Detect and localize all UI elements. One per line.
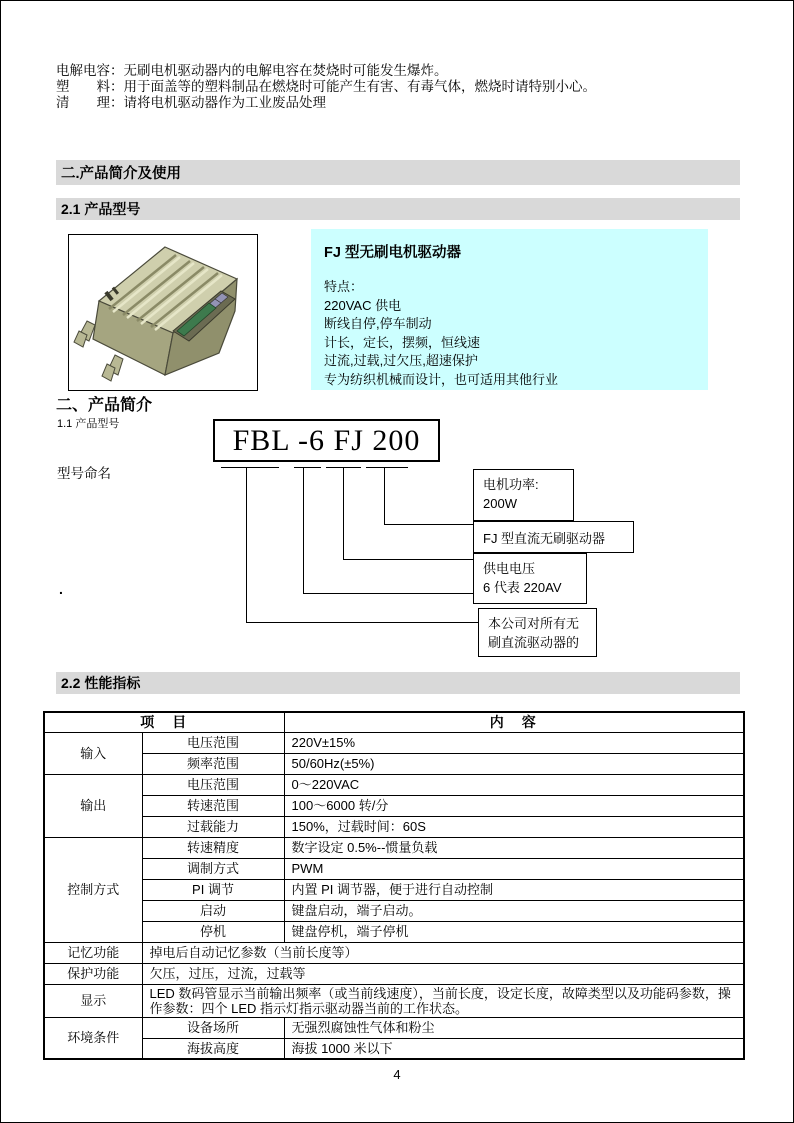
cell-group: 记忆功能 — [44, 942, 142, 963]
product-photo-frame — [68, 234, 258, 391]
cell-group: 环境条件 — [44, 1017, 142, 1059]
note-label: 塑 料： — [56, 78, 124, 94]
feature-line: 过流,过载,过欠压,超速保护 — [324, 353, 478, 368]
table-row — [44, 1038, 744, 1059]
cell-item: 频率范围 — [142, 753, 284, 774]
cell-item: 转速精度 — [142, 837, 284, 858]
note-label: 清 理： — [56, 94, 124, 110]
callout-line: 6 代表 220AV — [483, 580, 562, 595]
stray-period: . — [59, 581, 63, 597]
panel-title: FJ 型无刷电机驱动器 — [324, 245, 461, 261]
feature-line: 计长，定长，摆频，恒线速 — [324, 334, 481, 350]
callout-box-supply-voltage — [473, 553, 587, 604]
table-row — [44, 942, 744, 963]
cell-content: 50/60Hz(±5%) — [284, 753, 744, 774]
cell-group: 保护功能 — [44, 963, 142, 984]
model-name-box — [213, 419, 440, 462]
callout-line: 刷直流驱动器的 — [488, 635, 580, 650]
table-row — [44, 837, 744, 858]
table-row — [44, 879, 744, 900]
note-text: 用于面盖等的塑料制品在燃烧时可能产生有害、有毒气体，燃烧时请特别小心。 — [123, 78, 596, 94]
note-row — [56, 79, 596, 95]
note-row — [56, 63, 596, 79]
cell-group: 输入 — [44, 732, 142, 774]
table-row — [44, 816, 744, 837]
table-row — [44, 900, 744, 921]
cell-item: 过载能力 — [142, 816, 284, 837]
table-row — [44, 795, 744, 816]
cell-item: 启动 — [142, 900, 284, 921]
section-bar-performance: 2.2 性能指标 — [56, 672, 740, 694]
header-item: 项 目 — [44, 712, 284, 732]
cell-group: 显示 — [44, 984, 142, 1017]
cell-group: 输出 — [44, 774, 142, 837]
model-text: FBL -6 FJ 200 — [232, 423, 421, 457]
cell-content: 0～220VAC — [284, 774, 744, 795]
cell-content: LED 数码管显示当前输出频率（或当前线速度），当前长度，设定长度，故障类型以及功能码参数，操作参数：四个 LED 指示灯指示驱动器当前的工作状态。 — [142, 984, 744, 1017]
cell-content: 150%，过载时间：60S — [284, 816, 744, 837]
cell-content: 内置 PI 调节器，便于进行自动控制 — [284, 879, 744, 900]
feature-line: 220VAC 供电 — [324, 297, 402, 313]
callout-box-motor-power — [473, 469, 574, 521]
feature-line: 断线自停,停车制动 — [324, 316, 432, 331]
cell-content: 无强烈腐蚀性气体和粉尘 — [284, 1017, 744, 1038]
intro-heading: 二、产品简介 — [56, 397, 153, 414]
product-panel — [311, 229, 708, 390]
cell-content: PWM — [284, 858, 744, 879]
motor-driver-illustration — [69, 235, 257, 390]
table-row — [44, 984, 744, 1017]
note-text: 无刷电机驱动器内的电解电容在焚烧时可能发生爆炸。 — [123, 63, 448, 78]
note-text: 请将电机驱动器作为工业废品处理 — [123, 94, 326, 110]
feature-line: 专为纺织机械而设计，也可适用其他行业 — [324, 371, 559, 387]
table-header-row — [44, 712, 744, 732]
table-row — [44, 1017, 744, 1038]
table-row — [44, 963, 744, 984]
cell-content: 海拔 1000 米以下 — [284, 1038, 744, 1059]
callout-box-company-series — [478, 608, 597, 657]
cell-item: 停机 — [142, 921, 284, 942]
cell-item: PI 调节 — [142, 879, 284, 900]
callout-box-driver-type — [473, 521, 634, 553]
callout-line: FJ 型直流无刷驱动器 — [483, 531, 606, 546]
cell-content: 键盘启动，端子启动。 — [284, 900, 744, 921]
section-bar-main: 二.产品简介及使用 — [56, 160, 740, 185]
table-row — [44, 753, 744, 774]
callout-line: 本公司对所有无 — [488, 616, 580, 631]
features-label: 特点： — [324, 279, 364, 294]
note-row — [56, 95, 596, 111]
callout-line: 200W — [483, 496, 517, 511]
cell-content: 100～6000 转/分 — [284, 795, 744, 816]
safety-notes — [56, 63, 596, 110]
table-row — [44, 858, 744, 879]
cell-item: 电压范围 — [142, 732, 284, 753]
note-label: 电解电容： — [56, 63, 124, 78]
section-bar-product-model: 2.1 产品型号 — [56, 198, 740, 220]
panel-features — [324, 278, 708, 389]
cell-item: 调制方式 — [142, 858, 284, 879]
cell-group: 控制方式 — [44, 837, 142, 942]
table-row — [44, 774, 744, 795]
intro-subheading: 1.1 产品型号 — [57, 418, 120, 430]
cell-content: 键盘停机，端子停机 — [284, 921, 744, 942]
callout-line: 电机功率: — [483, 477, 539, 492]
table-row — [44, 732, 744, 753]
spec-table — [43, 711, 745, 1060]
table-row — [44, 921, 744, 942]
page-number: 4 — [393, 1067, 401, 1082]
cell-item: 转速范围 — [142, 795, 284, 816]
header-content: 内 容 — [284, 712, 744, 732]
cell-content: 220V±15% — [284, 732, 744, 753]
cell-content: 数字设定 0.5%--惯量负载 — [284, 837, 744, 858]
cell-item: 海拔高度 — [142, 1038, 284, 1059]
cell-item: 设备场所 — [142, 1017, 284, 1038]
cell-content: 欠压，过压，过流，过载等 — [142, 963, 744, 984]
callout-line: 供电电压 — [483, 561, 536, 576]
cell-content: 掉电后自动记忆参数（当前长度等） — [142, 942, 744, 963]
model-naming-label: 型号命名 — [57, 466, 111, 481]
cell-item: 电压范围 — [142, 774, 284, 795]
